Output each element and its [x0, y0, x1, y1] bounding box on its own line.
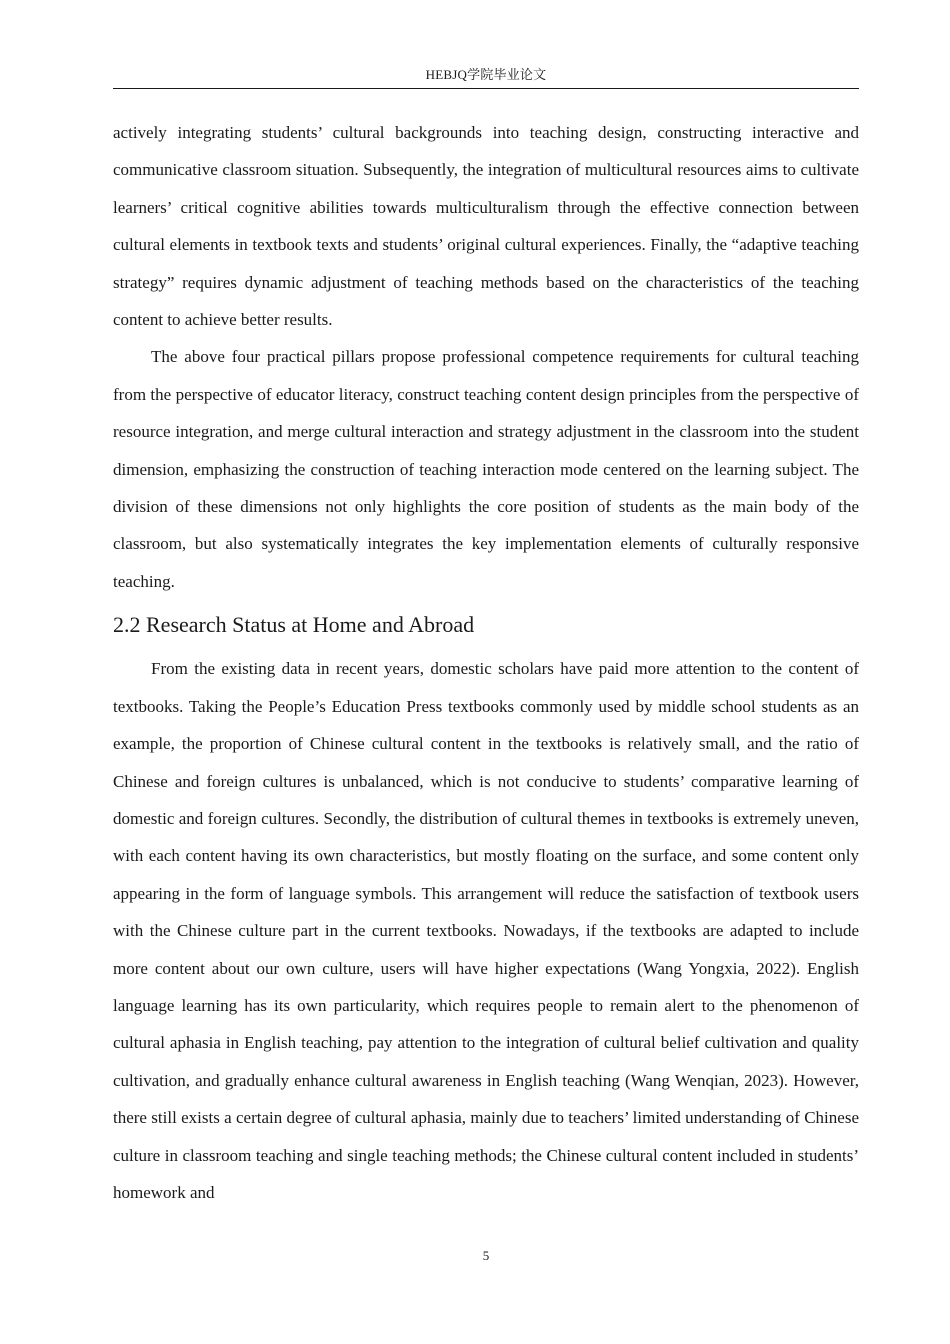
- page-number: 5: [482, 1248, 490, 1263]
- running-header: HEBJQ学院毕业论文: [425, 67, 547, 82]
- thesis-page: [113, 0, 859, 1344]
- paragraph-research-status: From the existing data in recent years, domestic scholars have paid more attention to the content of textbooks. Taking the People’s Education Press textbooks commonly used by middle school students as an example, the proportion of Chinese cultural content in the textbooks is relatively small, and the ratio of Chinese and foreign cultures is unbalanced, which is not conducive to students’ comparative learning of domestic and foreign cultures. Secondly, the distribution of cultural themes in textbooks is extremely uneven, with each content having its own characteristics, but mostly floating on the surface, and some content only appearing in the form of language symbols. This arrangement will reduce the satisfaction of textbook users with the Chinese culture part in the current textbooks. Nowadays, if the textbooks are adapted to include more content about our own culture, users will have higher expectations (Wang Yongxia, 2022). English language learning has its own particularity, which requires people to remain alert to the phenomenon of cultural aphasia in English teaching, pay attention to the integration of cultural belief cultivation and quality cultivation, and gradually enhance cultural awareness in English teaching (Wang Wenqian, 2023). However, there still exists a certain degree of cultural aphasia, mainly due to teachers’ limited understanding of Chinese culture in classroom teaching and single teaching methods; the Chinese cultural content included in students’ homework and: [113, 659, 859, 1202]
- section-heading: 2.2 Research Status at Home and Abroad: [113, 612, 475, 638]
- paragraph-four-pillars: The above four practical pillars propose professional competence requirements for cultural teaching from the perspective of educator literacy, construct teaching content design principles from the perspective of resource integration, and merge cultural interaction and strategy adjustment in the classroom into the student dimension, emphasizing the construction of teaching interaction mode centered on the learning subject. The division of these dimensions not only highlights the core position of students as the main body of the classroom, but also systematically integrates the key implementation elements of culturally responsive teaching.: [113, 347, 859, 591]
- paragraph-continued: actively integrating students’ cultural backgrounds into teaching design, constructing interactive and communicative classroom situation. Subsequently, the integration of multicultural resources aims to cultivate learners’ critical cognitive abilities towards multiculturalism through the effective connection between cultural elements in textbook texts and students’ original cultural experiences. Finally, the “adaptive teaching strategy” requires dynamic adjustment of teaching methods based on the characteristics of the teaching content to achieve better results.: [113, 123, 859, 330]
- header-rule: [113, 88, 859, 89]
- body-text: [113, 114, 859, 1211]
